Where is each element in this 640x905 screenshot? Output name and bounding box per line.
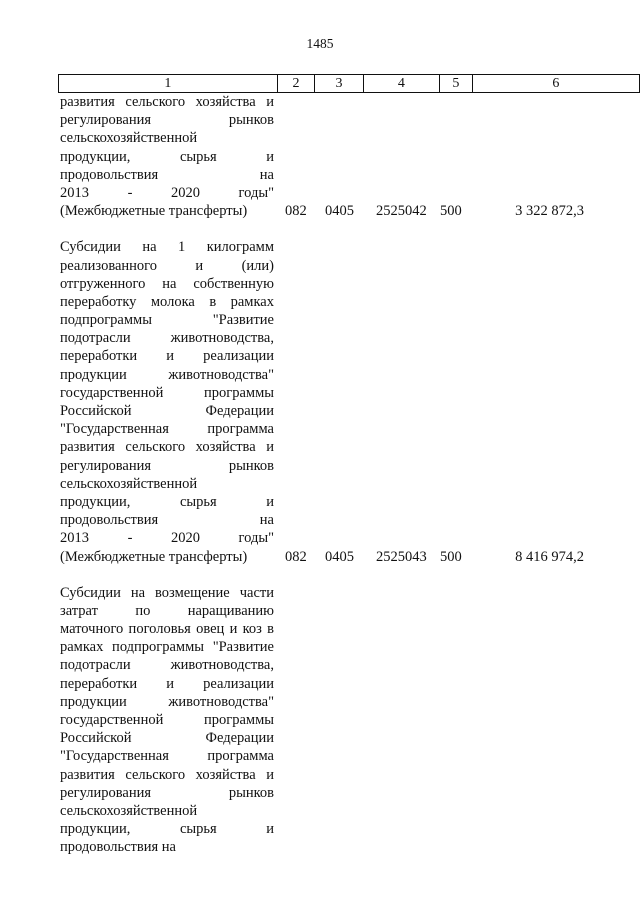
description-line: сельскохозяйственной — [60, 130, 198, 147]
description-line: 2013 - 2020 годы" — [60, 530, 274, 547]
description-line: продукции, сырья и — [60, 821, 274, 838]
column-header-3: 3 — [315, 75, 364, 93]
description-line: продовольствия на — [60, 166, 274, 183]
description-line: 2013 - 2020 годы" — [60, 184, 274, 201]
row-values — [0, 202, 640, 220]
description-line: сельскохозяйственной — [60, 802, 198, 819]
description-line: Российской Федерации — [60, 403, 274, 419]
description-line: подотрасли животноводства, — [60, 657, 274, 674]
description-line: продовольствия на — [60, 512, 274, 529]
description-line: регулирования рынков — [60, 112, 274, 129]
description-line: Российской Федерации — [60, 730, 274, 747]
ministry-code: 082 — [285, 203, 307, 220]
column-header-2: 2 — [277, 75, 315, 93]
description-line: регулирования рынков — [60, 457, 274, 474]
row-description — [60, 584, 274, 857]
amount: 3 322 872,3 — [515, 203, 584, 220]
description-line: (Межбюджетные трансферты) — [60, 203, 248, 220]
table-row — [0, 238, 640, 565]
page-number: 1485 — [306, 36, 334, 51]
table-row — [0, 93, 640, 220]
description-line: государственной программы — [60, 384, 274, 401]
ministry-code: 082 — [285, 548, 307, 565]
section-code: 0405 — [325, 548, 354, 565]
description-line: переработки и реализации — [60, 675, 274, 692]
description-line: Субсидии на возмещение части — [60, 584, 274, 601]
budget-table-body — [0, 93, 640, 857]
amount: 8 416 974,2 — [515, 548, 584, 565]
description-line: сельскохозяйственной — [60, 475, 198, 492]
description-line: затрат по наращиванию — [60, 602, 274, 619]
section-code: 0405 — [325, 203, 354, 220]
description-line: переработку молока в рамках — [60, 293, 274, 310]
description-line: продукции животноводства" — [60, 693, 274, 710]
column-header-row — [58, 74, 640, 93]
column-header-1: 1 — [59, 75, 278, 93]
row-values — [0, 548, 640, 566]
description-line: Субсидии на 1 килограмм — [60, 239, 274, 256]
description-line: государственной программы — [60, 712, 274, 728]
column-header-5: 5 — [440, 75, 473, 93]
description-line: маточного поголовья овец и коз в — [60, 621, 274, 638]
description-line: (Межбюджетные трансферты) — [60, 548, 248, 565]
description-line: подотрасли животноводства, — [60, 330, 274, 347]
expense-type-code: 500 — [440, 548, 462, 565]
description-line: продовольствия на — [60, 839, 176, 856]
description-line: продукции, сырья и — [60, 148, 274, 165]
description-line: развития сельского хозяйства и — [60, 439, 274, 456]
target-article-code: 2525042 — [376, 203, 427, 220]
expense-type-code: 500 — [440, 203, 462, 220]
description-line: продукции, сырья и — [60, 493, 274, 510]
description-line: регулирования рынков — [60, 784, 274, 801]
description-line: продукции животноводства" — [60, 366, 274, 383]
table-row — [0, 584, 640, 857]
description-line: переработки и реализации — [60, 348, 274, 365]
target-article-code: 2525043 — [376, 548, 427, 565]
description-line: развития сельского хозяйства и — [60, 766, 274, 783]
description-line: реализованного и (или) — [60, 257, 274, 274]
column-header-4: 4 — [363, 75, 439, 93]
description-line: "Государственная программа — [60, 421, 274, 438]
description-line: развития сельского хозяйства и — [60, 94, 274, 110]
column-header-6: 6 — [472, 75, 639, 93]
description-line: отгруженного на собственную — [60, 275, 274, 292]
description-line: подпрограммы "Развитие — [60, 312, 274, 329]
description-line: рамках подпрограммы "Развитие — [60, 639, 274, 656]
description-line: "Государственная программа — [60, 748, 274, 765]
row-description — [60, 238, 274, 565]
